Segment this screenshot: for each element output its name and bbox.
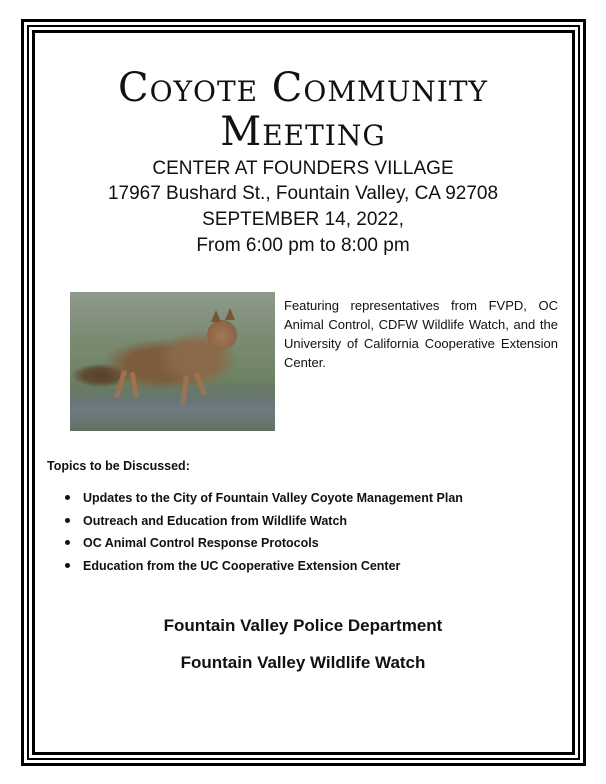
topics-heading: Topics to be Discussed: bbox=[47, 459, 190, 473]
event-time: From 6:00 pm to 8:00 pm bbox=[196, 235, 410, 256]
event-description: Featuring representatives from FVPD, OC Animal Control, CDFW Wildlife Watch, and the University of California Cooperative Extension Center. bbox=[284, 298, 558, 370]
topic-text: OC Animal Control Response Protocols bbox=[83, 536, 319, 550]
coyote-photo bbox=[70, 292, 275, 431]
organization-wildlife-watch: Fountain Valley Wildlife Watch bbox=[180, 653, 426, 672]
topic-item bbox=[64, 487, 463, 510]
coyote-ear-shape bbox=[225, 308, 235, 320]
topic-text: Outreach and Education from Wildlife Watch bbox=[83, 513, 348, 528]
organization-police: Fountain Valley Police Department bbox=[163, 616, 443, 635]
title-line-1: Coyote Community bbox=[117, 65, 489, 111]
topics-list bbox=[64, 487, 463, 577]
topic-item bbox=[64, 532, 463, 555]
event-date: SEPTEMBER 14, 2022, bbox=[202, 209, 404, 230]
venue-address: 17967 Bushard St., Fountain Valley, CA 92708 bbox=[107, 183, 499, 204]
topic-item bbox=[64, 510, 463, 533]
topic-item bbox=[64, 555, 463, 578]
coyote-ear-shape bbox=[211, 310, 221, 322]
bullet-icon bbox=[65, 540, 70, 545]
grass-shape bbox=[70, 386, 275, 431]
bullet-icon bbox=[65, 518, 70, 523]
title-line-2: Meeting bbox=[220, 109, 386, 155]
topic-text: Education from the UC Cooperative Extension Center bbox=[83, 558, 401, 573]
topic-text: Updates to the City of Fountain Valley Coyote Management Plan bbox=[83, 491, 463, 505]
coyote-head-shape bbox=[207, 320, 237, 350]
bullet-icon bbox=[65, 563, 70, 568]
bullet-icon bbox=[65, 495, 70, 500]
venue-name: CENTER AT FOUNDERS VILLAGE bbox=[152, 158, 454, 179]
